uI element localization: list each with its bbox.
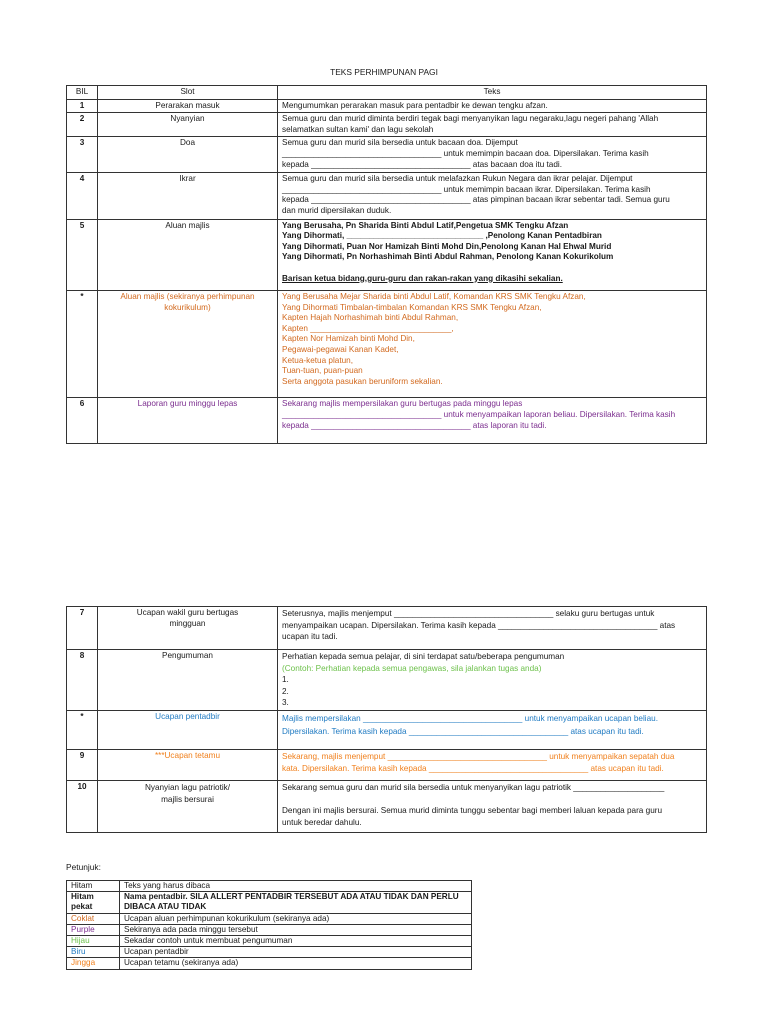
row-slot: ***Ucapan tetamu (98, 749, 278, 780)
legend-row (67, 924, 472, 935)
table-header-row (67, 86, 707, 100)
row-teks: Perhatian kepada semua pelajar, di sini terdapat satu/beberapa pengumuman (Contoh: Perhatian kepada semua pengawas, sila jalankan tugas anda) 1. 2. 3. (278, 650, 707, 711)
row-slot: Perarakan masuk (98, 99, 278, 113)
row-teks: Mengumumkan perarakan masuk para pentadbir ke dewan tengku afzan. (278, 99, 707, 113)
row-teks: Yang Berusaha Mejar Sharida binti Abdul Latif, Komandan KRS SMK Tengku Afzan, Yang Dihormati Timbalan-timbalan Komandan KRS SMK Tengku Afzan, Kapten Hajah Norhashimah binti Abdul Rahman, Kapten _______________________________, Kapten Nor Hamizah binti Mohd Din, Pegawai-pegawai Kanan Kadet, Ketua-ketua platun, Tuan-tuan, puan-puan Serta anggota pasukan beruniform sekalian. (278, 291, 707, 398)
table-row (67, 710, 707, 749)
legend-key: Biru (67, 947, 120, 958)
row-slot: Nyanyian lagu patriotik/ majlis bersurai (98, 780, 278, 832)
row-teks: Sekarang semua guru dan murid sila bersedia untuk menyanyikan lagu patriotik ____________________ Dengan ini majlis bersurai. Semua murid diminta tunggu sebentar bagi memberi laluan kepada para guru untuk beredar dahulu. (278, 780, 707, 832)
row-teks: Yang Berusaha, Pn Sharida Binti Abdul Latif,Pengetua SMK Tengku Afzan Yang Dihormati, ______________________________ ,Penolong Kanan Pentadbiran Yang Dihormati, Puan Nor Hamizah Binti Mohd Din,Penolong Kanan Hal Ehwal Murid Yang Dihormati, Pn Norhashimah Binti Abdul Rahman, Penolong Kanan Kokurikolum Barisan ketua bidang,guru-guru dan rakan-rakan yang dikasihi sekalian. (278, 219, 707, 291)
row-bil: 8 (67, 650, 98, 711)
row-slot: Aluan majlis (sekiranya perhimpunan kokurikulum) (98, 291, 278, 398)
row-bil: * (67, 710, 98, 749)
row-slot: Ucapan wakil guru bertugas mingguan (98, 607, 278, 650)
assembly-table-part-2 (66, 606, 707, 833)
table-row (67, 607, 707, 650)
table-row (67, 650, 707, 711)
row-slot: Doa (98, 137, 278, 173)
legend-value: Sekiranya ada pada minggu tersebut (120, 924, 472, 935)
table-row (67, 398, 707, 444)
row-bil: 3 (67, 137, 98, 173)
legend-key: Jingga (67, 958, 120, 969)
row-slot: Laporan guru minggu lepas (98, 398, 278, 444)
table-row (67, 137, 707, 173)
table-row (67, 173, 707, 219)
table-row (67, 219, 707, 291)
legend-key: Coklat (67, 913, 120, 924)
row-bil: 9 (67, 749, 98, 780)
row-teks: Semua guru dan murid sila bersedia untuk melafazkan Rukun Negara dan ikrar pelajar. Dijemput ___________________________________ untuk memimpin bacaan ikrar. Dipersilakan. Terima kasih kepada ___________________________________ atas pimpinan bacaan ikrar sebentar tadi. Semua guru dan murid dipersilakan duduk. (278, 173, 707, 219)
row-bil: 10 (67, 780, 98, 832)
legend-value: Ucapan tetamu (sekiranya ada) (120, 958, 472, 969)
legend-key: Hijau (67, 936, 120, 947)
legend-value: Ucapan pentadbir (120, 947, 472, 958)
header-bil: BIL (67, 86, 98, 100)
row-teks: Majlis mempersilakan ___________________________________ untuk menyampaikan ucapan beliau. Dipersilakan. Terima kasih kepada ___________________________________ atas ucapan itu tadi. (278, 710, 707, 749)
legend-row (67, 947, 472, 958)
color-legend-table (66, 880, 472, 970)
row-bil: 2 (67, 113, 98, 137)
legend-value: Sekadar contoh untuk membuat pengumuman (120, 936, 472, 947)
legend-row (67, 913, 472, 924)
document-title: TEKS PERHIMPUNAN PAGI (330, 67, 438, 77)
row-bil: 7 (67, 607, 98, 650)
legend-row (67, 936, 472, 947)
row-bil: 1 (67, 99, 98, 113)
table-row (67, 99, 707, 113)
legend-row (67, 958, 472, 969)
petunjuk-label: Petunjuk: (66, 862, 101, 872)
row-teks: Semua guru dan murid diminta berdiri tegak bagi menyanyikan lagu negaraku,lagu negeri pahang 'Allah selamatkan sultan kami' dan lagu sekolah (278, 113, 707, 137)
example-announcement: (Contoh: Perhatian kepada semua pengawas, sila jalankan tugas anda) (282, 663, 542, 673)
legend-key: Hitam (67, 881, 120, 892)
table-row (67, 113, 707, 137)
header-slot: Slot (98, 86, 278, 100)
legend-key: Hitam pekat (67, 892, 120, 913)
row-bil: 4 (67, 173, 98, 219)
row-teks: Sekarang majlis mempersilakan guru bertugas pada minggu lepas ___________________________________ untuk menyampaikan laporan beliau. Dipersilakan. Terima kasih kepada ___________________________________ atas laporan itu tadi. (278, 398, 707, 444)
assembly-table-part-1 (66, 85, 707, 444)
row-slot: Nyanyian (98, 113, 278, 137)
row-slot: Aluan majlis (98, 219, 278, 291)
table-row (67, 291, 707, 398)
row-slot: Ucapan pentadbir (98, 710, 278, 749)
row-bil: 5 (67, 219, 98, 291)
row-teks: Seterusnya, majlis menjemput ___________________________________ selaku guru bertugas untuk menyampaikan ucapan. Dipersilakan. Terima kasih kepada ___________________________________ atas ucapan itu tadi. (278, 607, 707, 650)
row-teks: Sekarang, majlis menjemput ___________________________________ untuk menyampaikan sepatah dua kata. Dipersilakan. Terima kasih kepada ___________________________________ atas ucapan itu tadi. (278, 749, 707, 780)
table-row (67, 780, 707, 832)
legend-value: Teks yang harus dibaca (120, 881, 472, 892)
table-row (67, 749, 707, 780)
row-bil: * (67, 291, 98, 398)
header-teks: Teks (278, 86, 707, 100)
legend-key: Purple (67, 924, 120, 935)
row-bil: 6 (67, 398, 98, 444)
legend-row (67, 892, 472, 913)
legend-value: Nama pentadbir. SILA ALLERT PENTADBIR TERSEBUT ADA ATAU TIDAK DAN PERLU DIBACA ATAU TIDAK (120, 892, 472, 913)
legend-value: Ucapan aluan perhimpunan kokurikulum (sekiranya ada) (120, 913, 472, 924)
row-slot: Ikrar (98, 173, 278, 219)
legend-row (67, 881, 472, 892)
row-slot: Pengumuman (98, 650, 278, 711)
row-teks: Semua guru dan murid sila bersedia untuk bacaan doa. Dijemput ___________________________________ untuk memimpin bacaan doa. Dipersilakan. Terima kasih kepada ___________________________________ atas bacaan doa itu tadi. (278, 137, 707, 173)
